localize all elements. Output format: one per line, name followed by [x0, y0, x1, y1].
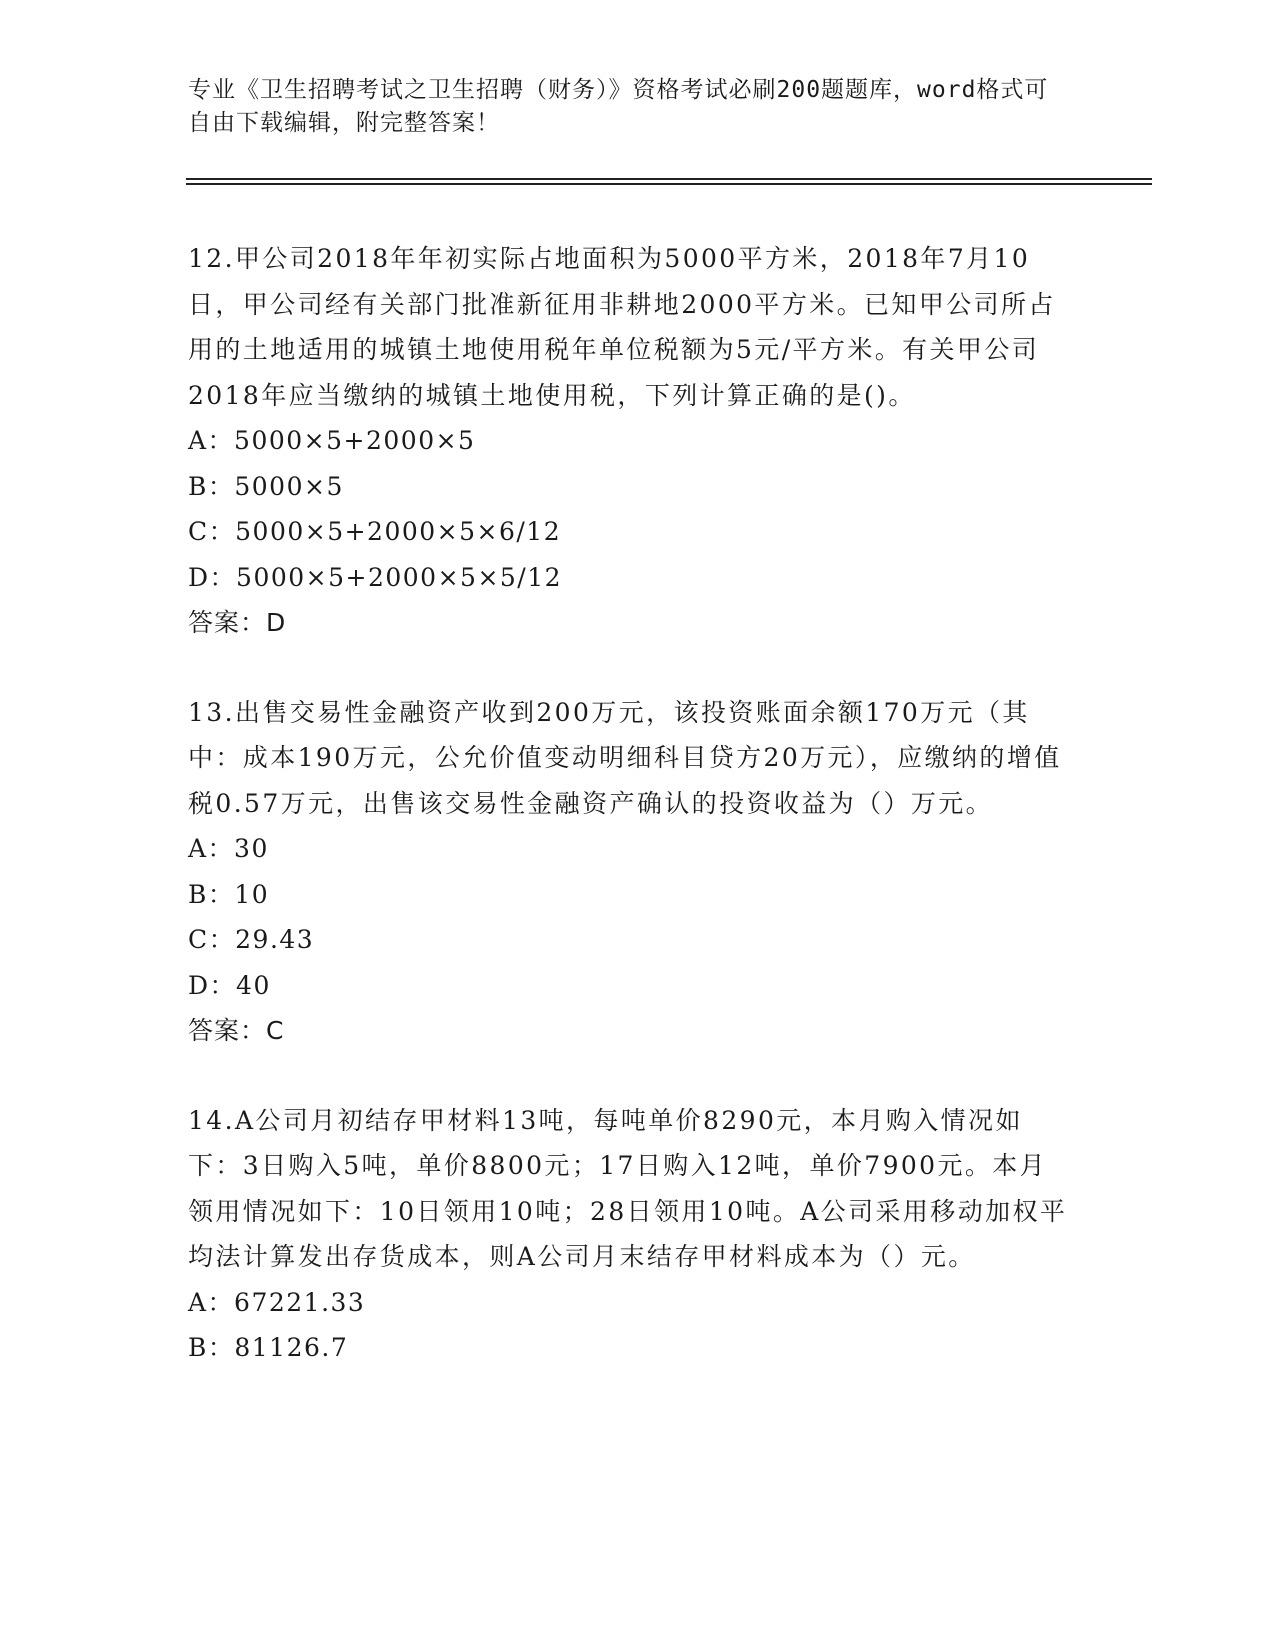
option-d: D：40: [188, 970, 271, 1000]
option-c: C：5000×5+2000×5×6/12: [188, 517, 562, 546]
header-divider-bottom: [186, 183, 1152, 185]
question-13: [188, 690, 1068, 1054]
option-a: A：67221.33: [188, 1287, 366, 1317]
header-divider-top: [186, 178, 1152, 180]
question-list: [188, 236, 1068, 1371]
answer-label: 答案：D: [188, 608, 287, 637]
option-c: C：29.43: [188, 925, 315, 954]
document-header: 专业《卫生招聘考试之卫生招聘（财务）》资格考试必刷200题题库，word格式可自由下载编辑，附完整答案！: [188, 77, 1049, 136]
option-d: D：5000×5+2000×5×5/12: [188, 562, 563, 592]
question-stem: 13.出售交易性金融资产收到200万元，该投资账面余额170万元（其中：成本190万元，公允价值变动明细科目贷方20万元），应缴纳的增值税0.57万元，出售该交易性金融资产确认的投资收益为（）万元。: [188, 697, 1062, 818]
option-b: B：5000×5: [188, 471, 344, 501]
answer-label: 答案：C: [188, 1016, 285, 1045]
option-a: A：30: [188, 834, 269, 863]
option-a: A：5000×5+2000×5: [188, 426, 476, 455]
question-12: [188, 236, 1068, 646]
question-stem: 14.A公司月初结存甲材料13吨，每吨单价8290元，本月购入情况如下：3日购入5吨，单价8800元；17日购入12吨，单价7900元。本月领用情况如下：10日领用10吨；28日领用10吨。A公司采用移动加权平均法计算发出存货成本，则A公司月末结存甲材料成本为（）元。: [188, 1105, 1068, 1271]
option-b: B：10: [188, 879, 270, 909]
option-b: B：81126.7: [188, 1333, 349, 1362]
question-14: [188, 1098, 1068, 1371]
question-stem: 12.甲公司2018年年初实际占地面积为5000平方米，2018年7月10日，甲公司经有关部门批准新征用非耕地2000平方米。已知甲公司所占用的土地适用的城镇土地使用税年单位税额为5元/平方米。有关甲公司2018年应当缴纳的城镇土地使用税，下列计算正确的是()。: [188, 244, 1056, 410]
